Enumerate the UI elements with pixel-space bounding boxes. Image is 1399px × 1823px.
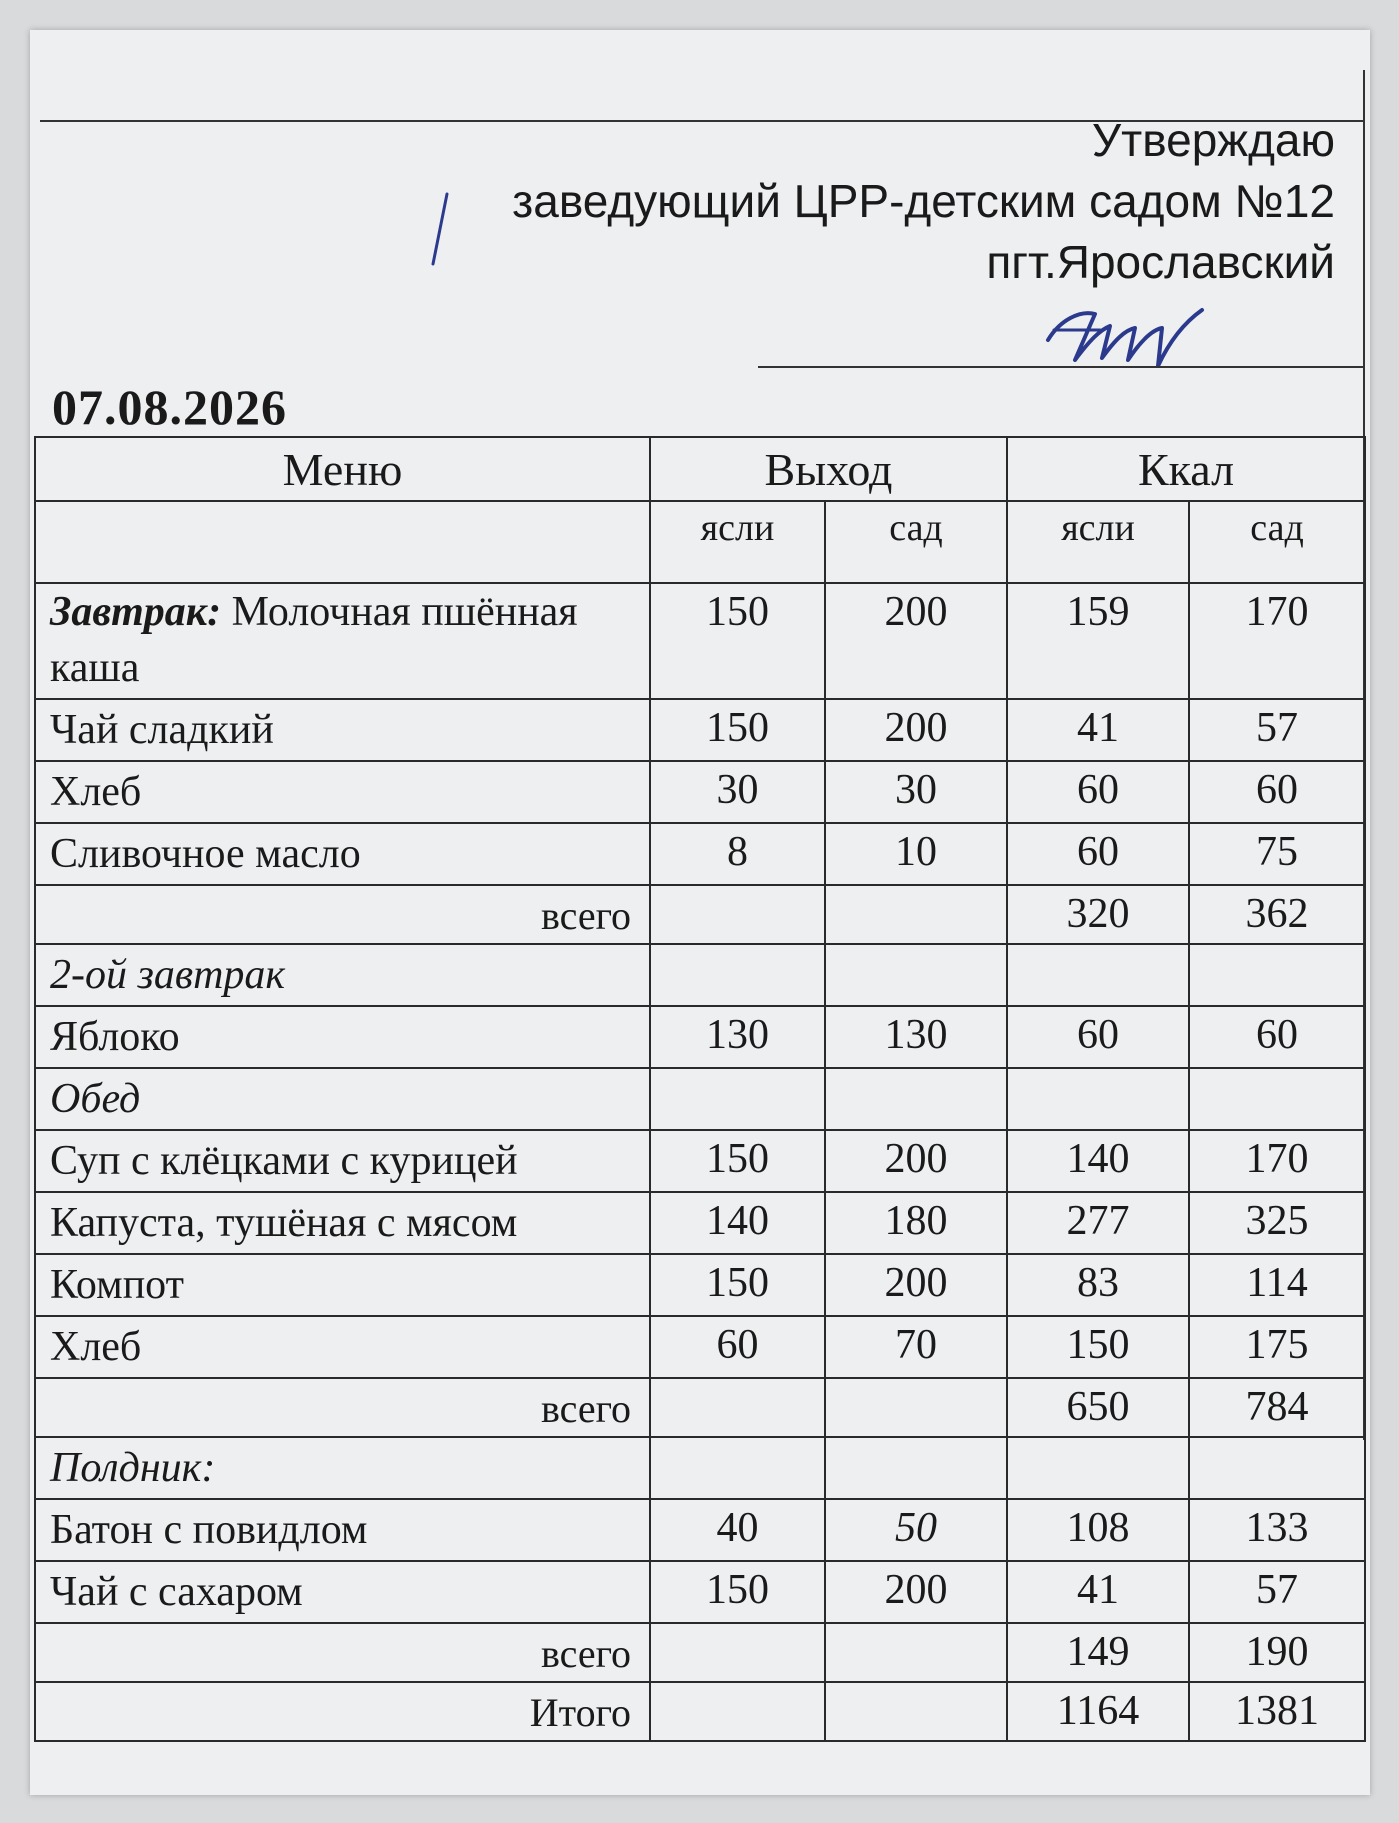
- header-kcal-nursery: ясли: [1007, 501, 1189, 583]
- output-kindergarten: 10: [825, 823, 1007, 885]
- section-breakfast: Завтрак:: [50, 589, 222, 635]
- output-nursery: 150: [650, 583, 825, 699]
- header-kcal: Ккал: [1007, 437, 1365, 501]
- output-nursery: 8: [650, 823, 825, 885]
- empty-cell: [1189, 1068, 1365, 1130]
- header-kcal-kindergarten: сад: [1189, 501, 1365, 583]
- table-row: [35, 761, 1365, 823]
- item-name: Чай сладкий: [35, 699, 650, 761]
- kcal-nursery-total: 149: [1007, 1623, 1189, 1682]
- output-kindergarten: 130: [825, 1006, 1007, 1068]
- kcal-nursery-total: 650: [1007, 1378, 1189, 1437]
- output-kindergarten: [825, 1378, 1007, 1437]
- output-nursery: [650, 1682, 825, 1741]
- kcal-kindergarten: 175: [1189, 1316, 1365, 1378]
- output-kindergarten: [825, 1682, 1007, 1741]
- kcal-kindergarten: 60: [1189, 761, 1365, 823]
- output-nursery: [650, 1623, 825, 1682]
- table-row: [35, 1316, 1365, 1378]
- kcal-nursery: 60: [1007, 823, 1189, 885]
- row-name: [35, 583, 650, 699]
- total-label: всего: [35, 885, 650, 944]
- kcal-kindergarten: 75: [1189, 823, 1365, 885]
- empty-cell: [1189, 1437, 1365, 1499]
- header-output-kindergarten: сад: [825, 501, 1007, 583]
- total-row: [35, 1378, 1365, 1437]
- empty-cell: [650, 1068, 825, 1130]
- output-nursery: 150: [650, 1130, 825, 1192]
- signature-line: [758, 366, 1363, 368]
- output-nursery: 60: [650, 1316, 825, 1378]
- output-nursery: 130: [650, 1006, 825, 1068]
- table-row: [35, 1499, 1365, 1561]
- total-label: всего: [35, 1378, 650, 1437]
- item-name: Капуста, тушёная с мясом: [35, 1192, 650, 1254]
- output-kindergarten: 50: [825, 1499, 1007, 1561]
- approval-location: пгт.Ярославский: [986, 236, 1335, 288]
- pen-mark: [425, 190, 455, 270]
- item-name: Хлеб: [35, 761, 650, 823]
- output-nursery: 150: [650, 1254, 825, 1316]
- output-kindergarten: 200: [825, 1254, 1007, 1316]
- kcal-nursery: 159: [1007, 583, 1189, 699]
- section-lunch: Обед: [35, 1068, 650, 1130]
- kcal-nursery: 277: [1007, 1192, 1189, 1254]
- header-empty: [35, 501, 650, 583]
- kcal-kindergarten: 114: [1189, 1254, 1365, 1316]
- table-row: [35, 1130, 1365, 1192]
- output-kindergarten: 200: [825, 583, 1007, 699]
- item-name: Яблоко: [35, 1006, 650, 1068]
- table-row: [35, 1006, 1365, 1068]
- item-name: Компот: [35, 1254, 650, 1316]
- approval-title: Утверждаю: [1091, 114, 1335, 166]
- table-row: [35, 1254, 1365, 1316]
- output-nursery: 140: [650, 1192, 825, 1254]
- empty-cell: [650, 1437, 825, 1499]
- total-label: всего: [35, 1623, 650, 1682]
- kcal-nursery: 150: [1007, 1316, 1189, 1378]
- approval-block: [512, 110, 1335, 293]
- output-kindergarten: 200: [825, 1561, 1007, 1623]
- header-output-nursery: ясли: [650, 501, 825, 583]
- kcal-nursery: 83: [1007, 1254, 1189, 1316]
- menu-table: [34, 436, 1366, 1742]
- output-nursery: [650, 1378, 825, 1437]
- kcal-kindergarten: 60: [1189, 1006, 1365, 1068]
- output-nursery: 150: [650, 699, 825, 761]
- grand-total-row: [35, 1682, 1365, 1741]
- table-row: [35, 823, 1365, 885]
- table-row: [35, 583, 1365, 699]
- table-row: [35, 699, 1365, 761]
- kcal-nursery-total: 320: [1007, 885, 1189, 944]
- kcal-nursery: 60: [1007, 1006, 1189, 1068]
- item-name: Батон с повидлом: [35, 1499, 650, 1561]
- kcal-kindergarten-total: 190: [1189, 1623, 1365, 1682]
- section-row: [35, 1068, 1365, 1130]
- kcal-kindergarten: 133: [1189, 1499, 1365, 1561]
- empty-cell: [1007, 1068, 1189, 1130]
- item-name: Суп с клёцками с курицей: [35, 1130, 650, 1192]
- kcal-kindergarten: 57: [1189, 1561, 1365, 1623]
- empty-cell: [825, 944, 1007, 1006]
- section-snack: Полдник:: [35, 1437, 650, 1499]
- empty-cell: [1007, 944, 1189, 1006]
- kcal-kindergarten: 170: [1189, 1130, 1365, 1192]
- output-kindergarten: 70: [825, 1316, 1007, 1378]
- kcal-nursery: 108: [1007, 1499, 1189, 1561]
- output-kindergarten: [825, 885, 1007, 944]
- kcal-kindergarten-total: 784: [1189, 1378, 1365, 1437]
- kcal-nursery: 140: [1007, 1130, 1189, 1192]
- kcal-nursery: 41: [1007, 1561, 1189, 1623]
- signature-icon: [1040, 300, 1210, 380]
- item-name: Сливочное масло: [35, 823, 650, 885]
- total-row: [35, 1623, 1365, 1682]
- item-name: Молочная пшённая каша: [50, 589, 578, 691]
- header-menu: Меню: [35, 437, 650, 501]
- grand-total-kcal-nursery: 1164: [1007, 1682, 1189, 1741]
- kcal-nursery: 60: [1007, 761, 1189, 823]
- output-kindergarten: 180: [825, 1192, 1007, 1254]
- kcal-kindergarten: 57: [1189, 699, 1365, 761]
- grand-total-label: Итого: [35, 1682, 650, 1741]
- empty-cell: [1007, 1437, 1189, 1499]
- output-nursery: 40: [650, 1499, 825, 1561]
- output-nursery: 30: [650, 761, 825, 823]
- item-name: Хлеб: [35, 1316, 650, 1378]
- output-kindergarten: 200: [825, 1130, 1007, 1192]
- kcal-nursery: 41: [1007, 699, 1189, 761]
- output-kindergarten: [825, 1623, 1007, 1682]
- section-second-breakfast: 2-ой завтрак: [35, 944, 650, 1006]
- document-date: 07.08.2026: [52, 379, 287, 435]
- empty-cell: [825, 1068, 1007, 1130]
- output-kindergarten: 30: [825, 761, 1007, 823]
- kcal-kindergarten: 170: [1189, 583, 1365, 699]
- kcal-kindergarten-total: 362: [1189, 885, 1365, 944]
- approval-position: заведующий ЦРР-детским садом №12: [512, 175, 1335, 227]
- item-name: Чай с сахаром: [35, 1561, 650, 1623]
- kcal-kindergarten: 325: [1189, 1192, 1365, 1254]
- table-row: [35, 1192, 1365, 1254]
- empty-cell: [825, 1437, 1007, 1499]
- output-nursery: 150: [650, 1561, 825, 1623]
- section-row: [35, 1437, 1365, 1499]
- total-row: [35, 885, 1365, 944]
- grand-total-kcal-kindergarten: 1381: [1189, 1682, 1365, 1741]
- table-row: [35, 1561, 1365, 1623]
- header-output: Выход: [650, 437, 1007, 501]
- section-row: [35, 944, 1365, 1006]
- empty-cell: [650, 944, 825, 1006]
- output-kindergarten: 200: [825, 699, 1007, 761]
- output-nursery: [650, 885, 825, 944]
- empty-cell: [1189, 944, 1365, 1006]
